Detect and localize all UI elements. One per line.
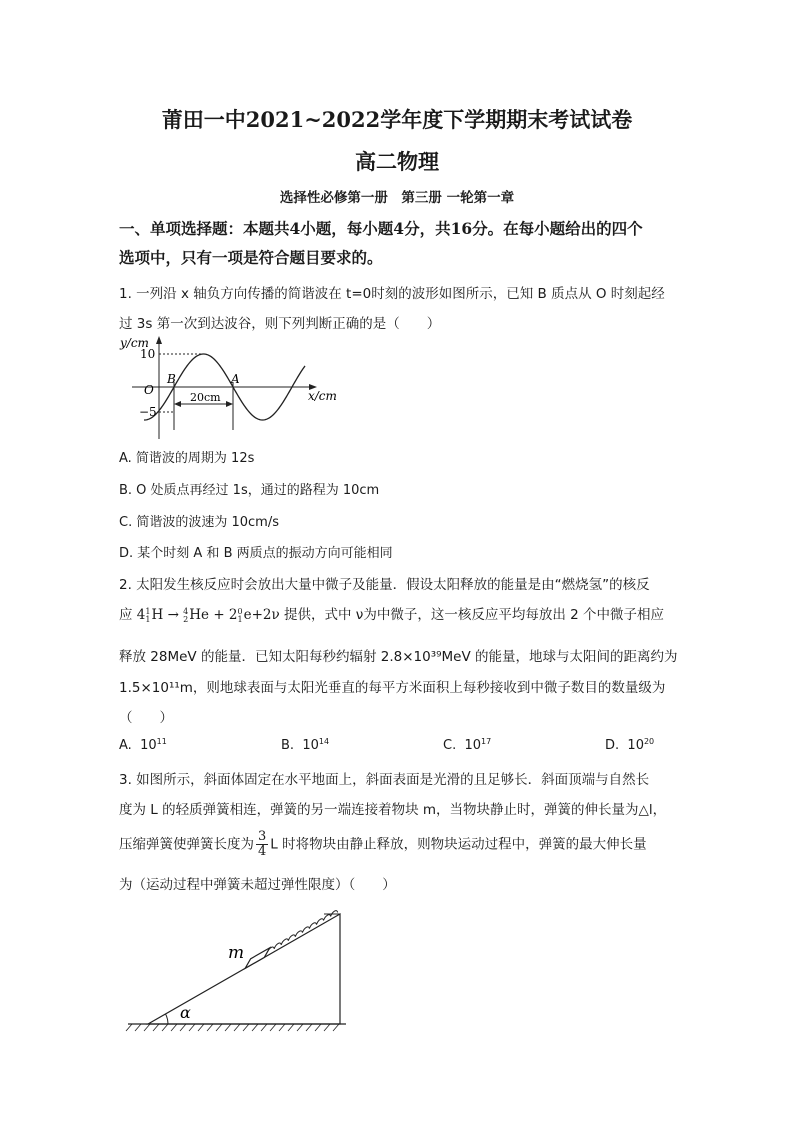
hatch-stroke: [180, 1024, 186, 1031]
h-indices: 1 1: [145, 606, 151, 624]
subject-title: 高二物理: [355, 149, 439, 174]
hatch-stroke: [171, 1024, 177, 1031]
q1-option-d: D. 某个时刻 A 和 B 两质点的振动方向可能相同: [119, 546, 393, 561]
q2-line2: [119, 603, 664, 624]
q1-option-b: B. O 处质点再经过 1s，通过的路程为 10cm: [119, 483, 380, 498]
h-symbol: H: [151, 607, 164, 623]
y-max-label: 10: [140, 347, 156, 361]
q2-line2-pre: 应 4: [119, 607, 146, 623]
origin-label: O: [144, 383, 154, 397]
q2-option-b: B. $10^{14}$: [281, 737, 330, 753]
plus-positron: + 2: [209, 607, 238, 623]
reaction-arrow: →: [167, 607, 179, 623]
hatch-stroke: [234, 1024, 240, 1031]
span-arrow-right: [226, 401, 233, 407]
angle-label: α: [180, 1003, 191, 1022]
q3-line2: 度为 L 的轻质弹簧相连，弹簧的另一端连接着物块 m，当物块静止时，弹簧的伸长量为△l，: [119, 802, 667, 818]
hatch-stroke: [225, 1024, 231, 1031]
q3-line1: 3. 如图所示，斜面体固定在水平地面上，斜面表面是光滑的且足够长．斜面顶端与自然长: [119, 772, 650, 788]
q2-line2-post: 提供，式中 ν为中微子，这一核反应平均每放出 2 个中微子相应: [279, 607, 665, 623]
q1-option-a: A. 简谐波的周期为 12s: [119, 451, 255, 466]
span-arrow-left: [174, 401, 181, 407]
span-label: 20cm: [190, 391, 221, 404]
x-axis-label: x/cm: [308, 389, 337, 403]
angle-arc: [166, 1014, 169, 1024]
ground-hatch: [126, 1024, 339, 1031]
hatch-stroke: [315, 1024, 321, 1031]
hatch-stroke: [216, 1024, 222, 1031]
q2-option-a: A. $10^{11}$: [119, 737, 167, 753]
hatch-stroke: [270, 1024, 276, 1031]
section-heading-line1: 一、单项选择题：本题共4小题，每小题4分，共16分。在每小题给出的四个: [119, 219, 643, 238]
q2-line4: 1.5×10¹¹m，则地球表面与太阳光垂直的每平方米面积上每秒接收到中微子数目的数量级为: [119, 680, 666, 696]
he-symbol: He: [189, 607, 210, 623]
hatch-stroke: [126, 1024, 132, 1031]
mass-block: [245, 948, 270, 969]
q3-line3-post: L 时将物块由静止释放，则物块运动过程中，弹簧的最大伸长量: [270, 836, 647, 853]
y-axis-label: y/cm: [120, 336, 149, 350]
spring: [267, 911, 338, 953]
hatch-stroke: [252, 1024, 258, 1031]
hatch-stroke: [207, 1024, 213, 1031]
hatch-stroke: [306, 1024, 312, 1031]
hatch-stroke: [288, 1024, 294, 1031]
hatch-stroke: [153, 1024, 159, 1031]
plus-neutrino: +2ν: [251, 607, 280, 623]
hatch-stroke: [144, 1024, 150, 1031]
fraction-three-quarters: $\frac{3}{4}$: [258, 829, 267, 859]
section-heading-line2: 选项中，只有一项是符合题目要求的。: [119, 248, 383, 267]
q3-line3: [119, 830, 647, 859]
wave-figure: [112, 334, 342, 444]
q3-line4: 为（运动过程中弹簧未超过弹性限度）（ ）: [119, 877, 396, 893]
q1-option-c: C. 简谐波的波速为 10cm/s: [119, 515, 279, 530]
y-axis-arrow: [156, 336, 162, 344]
hatch-stroke: [243, 1024, 249, 1031]
q2-option-c: C. $10^{17}$: [443, 737, 492, 753]
q1-line1: 1. 一列沿 x 轴负方向传播的简谐波在 t=0时刻的波形如图所示，已知 B 质点从 O 时刻起经: [119, 286, 665, 302]
hatch-stroke: [324, 1024, 330, 1031]
incline-figure: [126, 908, 356, 1038]
e-symbol: e: [243, 607, 252, 623]
hatch-stroke: [162, 1024, 168, 1031]
q3-line3-pre: 压缩弹簧使弹簧长度为: [119, 836, 254, 853]
q2-line3: 释放 28MeV 的能量．已知太阳每秒约辐射 2.8×10³⁹MeV 的能量，地球与太阳间的距离约为: [119, 649, 678, 665]
hatch-stroke: [333, 1024, 339, 1031]
hatch-stroke: [135, 1024, 141, 1031]
hatch-stroke: [261, 1024, 267, 1031]
q1-line2: 过 3s 第一次到达波谷，则下列判断正确的是（ ）: [119, 316, 441, 332]
hatch-stroke: [198, 1024, 204, 1031]
e-indices: 0 1: [237, 606, 243, 624]
hatch-stroke: [189, 1024, 195, 1031]
q2-option-d: D. $10^{20}$: [605, 737, 655, 753]
hatch-stroke: [279, 1024, 285, 1031]
he-indices: 4 2: [183, 606, 189, 624]
mass-label: m: [228, 943, 245, 963]
hatch-stroke: [297, 1024, 303, 1031]
exam-title: 莆田一中2021~2022学年度下学期期末考试试卷: [161, 107, 633, 132]
scope-subtitle: 选择性必修第一册 第三册 一轮第一章: [279, 190, 515, 206]
y-min-label: −5: [139, 405, 157, 419]
point-b-label: B: [167, 372, 176, 386]
point-a-label: A: [231, 372, 240, 386]
incline-body: [148, 914, 340, 1024]
q2-line5: （ ）: [119, 710, 173, 726]
q2-line1: 2. 太阳发生核反应时会放出大量中微子及能量．假设太阳释放的能量是由“燃烧氢”的核反: [119, 577, 650, 593]
